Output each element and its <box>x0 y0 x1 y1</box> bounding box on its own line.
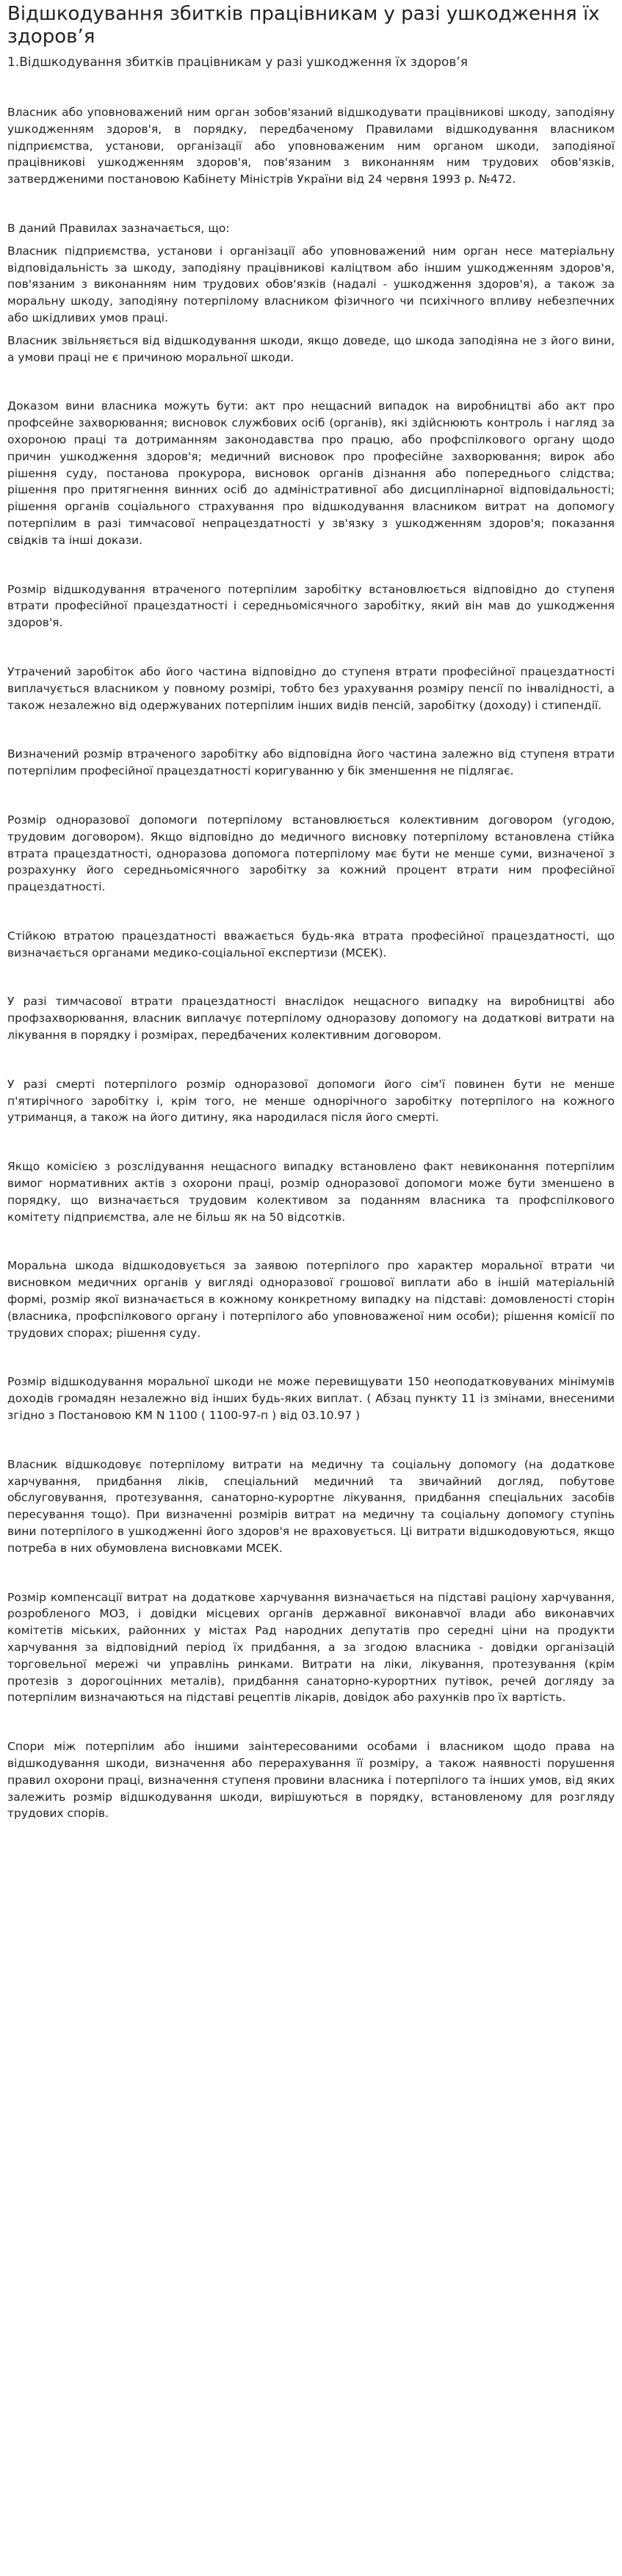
article-subtitle: 1.Відшкодування збитків працівникам у разі ушкодження їх здоров’я <box>7 55 469 70</box>
paragraph-death-of-victim: У разі смерті потерпілого розмір одноразової допомоги його сім'ї повинен бути не менше п'ятирічного заробітку і, крім того, не менше однорічного заробітку потерпілого на кожного утриманця, а також на його дитину, яка народилася після його смерті. <box>7 1077 615 1125</box>
paragraph-temporary-disability: У разі тимчасової втрати працездатності внаслідок нещасного випадку на виробництві або профзахворювання, власник виплачує потерпілому одноразову допомогу на додаткові витрати на лікування в порядку і розмірах, передбачених колективним договором. <box>7 995 615 1042</box>
paragraph-employer-obligation: Власник або уповноважений ним орган зобов'язаний відшкодувати працівникові шкоду, заподіяну ушкодженням здоров'я, в порядку, передбаченому Правилами відшкодування власником підприємства, установи, організації або уповноваженим ним органом шкоди, заподіяної працівникові ушкодженням здоров'я, пов'язаним з виконанням ним трудових обов'язків, затвердженими постановою Кабінету Міністрів України від 24 червня 1993 р. №472. <box>7 106 615 186</box>
paragraph-lost-earnings-amount: Розмір відшкодування втраченого потерпілим заробітку встановлюється відповідно до ступеня втрати професійної працездатності і середньомісячного заробітку, який він мав до ушкодження здоров'я. <box>7 582 615 630</box>
paragraph-employer-liability: Власник підприємства, установи і організації або уповноважений ним орган несе матеріальну відповідальність за шкоду, заподіяну працівникові каліцтвом або іншим ушкодженням здоров'я, пов'язаним з виконанням ним трудових обов'язків (надалі - ушкодження здоров'я), а також за моральну шкоду, заподіяну потерпілому власником фізичного чи психічного впливу небезпечних або шкідливих умов праці. <box>7 244 615 324</box>
paragraph-permanent-disability: Стійкою втратою працездатності вважається будь-яка втрата професійної працездатності, що визначається органами медико-соціальної експертизи (МСЕК). <box>7 929 615 959</box>
paragraph-medical-expenses: Власник відшкодовує потерпілому витрати на медичну та соціальну допомогу (на додаткове харчування, придбання ліків, спеціальний медичний та звичайний догляд, побутове обслуговування, протезування, санаторно-курортне лікування, придбання спеціальних засобів пересування тощо). При визначенні розмірів витрат на медичну та соціальну допомогу ступінь вини потерпілого в ушкодженні його здоров'я не враховується. Ці витрати відшкодовуються, якщо потреба в них обумовлена висновками МСЕК. <box>7 1457 615 1555</box>
paragraph-aid-reduction: Якщо комісією з розслідування нещасного випадку встановлено факт невиконання потерпілим вимог нормативних актів з охорони праці, розмір одноразової допомоги може бути зменшено в порядку, що визначається трудовим колективом за поданням власника та профспілкового комітету підприємства, але не більш як на 50 відсотків. <box>7 1160 615 1224</box>
paragraph-rules-intro: В даний Правилах зазначається, що: <box>7 221 230 235</box>
article-title: Відшкодування збитків працівникам у разі ушкодження їх здоров’я <box>7 3 600 48</box>
paragraph-disputes: Спори між потерпілим або іншими заінтересованими особами і власником щодо права на відшкодування шкоди, визначення або перерахування її розміру, а також наявності порушення правил охорони праці, визначення ступеня провини власника і потерпілого та інших умов, від яких залежить розмір відшкодування шкоди, вирішуються в порядку, встановленому для розгляду трудових спорів. <box>7 1740 615 1821</box>
paragraph-lost-earnings-payment: Утрачений заробіток або його частина відповідно до ступеня втрати професійної працездатності виплачується власником у повному розмірі, тобто без урахування розміру пенсії по інвалідності, а також незалежно від одержуваних потерпілим інших видів пенсій, заробітку (доходу) і стипендії. <box>7 664 615 712</box>
paragraph-no-reduction: Визначений розмір втраченого заробітку або відповідна його частина залежно від ступеня втрати потерпілим професійної працездатності коригуванню у бік зменшення не підлягає. <box>7 747 615 778</box>
paragraph-exemption: Власник звільняється від відшкодування шкоди, якщо доведе, що шкода заподіяна не з його вини, а умови праці не є причиною моральної шкоди. <box>7 333 615 364</box>
article-body <box>7 104 615 1822</box>
paragraph-moral-damage-limit: Розмір відшкодування моральної шкоди не може перевищувати 150 неоподатковуваних мінімумів доходів громадян незалежно від інших будь-яких виплат. ( Абзац пункту 11 із змінами, внесеними згідно з Постановою КМ N 1100 ( 1100-97-п ) від 03.10.97 ) <box>7 1375 615 1423</box>
paragraph-evidence-of-guilt: Доказом вини власника можуть бути: акт про нещасний випадок на виробництві або акт про профсейне захворювання; висновок службових осіб (органів), які здійснюють контроль і нагляд за охороною праці та дотриманням законодавства про працю, або профспілкового органу щодо причин ушкодження здоров'я; медичний висновок про професійне захворювання; вирок або рішення суду, постанова прокурора, висновок органів дізнання або попереднього слідства; рішення про притягнення винних осіб до адміністративної або дисциплінарної відповідальності; рішення органів соціального страхування про відшкодування власником витрат на допомогу потерпілим в разі тимчасової непрацездатності у зв'язку з ушкодженням здоров'я; показання свідків та інші докази. <box>7 399 615 547</box>
paragraph-nutrition-compensation: Розмір компенсації витрат на додаткове харчування визначається на підставі раціону харчування, розробленого МОЗ, і довідки місцевих органів державної виконавчої влади або виконавчих комітетів міських, районних у містах Рад народних депутатів про середні ціни на продукти харчування за відповідний період їх придбання, а за згодою власника - довідки організацій торговельної мережі чи управлінь ринками. Витрати на ліки, лікування, протезування (крім протезів з дорогоцінних металів), придбання санаторно-курортних путівок, речей догляду за потерпілим визначаються на підставі рецептів лікарів, довідок або рахунків про їх вартість. <box>7 1590 615 1705</box>
paragraph-lump-sum-aid: Розмір одноразової допомоги потерпілому встановлюється колективним договором (угодою, трудовим договором). Якщо відповідно до медичного висновку потерпілому встановлена стійка втрата працездатності, одноразова допомога потерпілому має бути не менше суми, визначеної з розрахунку його середньомісячного заробітку за кожний процент втрати ним професійної працездатності. <box>7 813 615 894</box>
paragraph-moral-damage: Моральна шкода відшкодовується за заявою потерпілого про характер моральної втрати чи висновком медичних органів у вигляді одноразової грошової виплати або в іншій матеріальній формі, розмір якої визначається в кожному конкретному випадку на підставі: домовленості сторін (власника, профспілкового органу і потерпілого або уповноваженої ним особи); рішення комісії по трудових спорах; рішення суду. <box>7 1259 615 1340</box>
